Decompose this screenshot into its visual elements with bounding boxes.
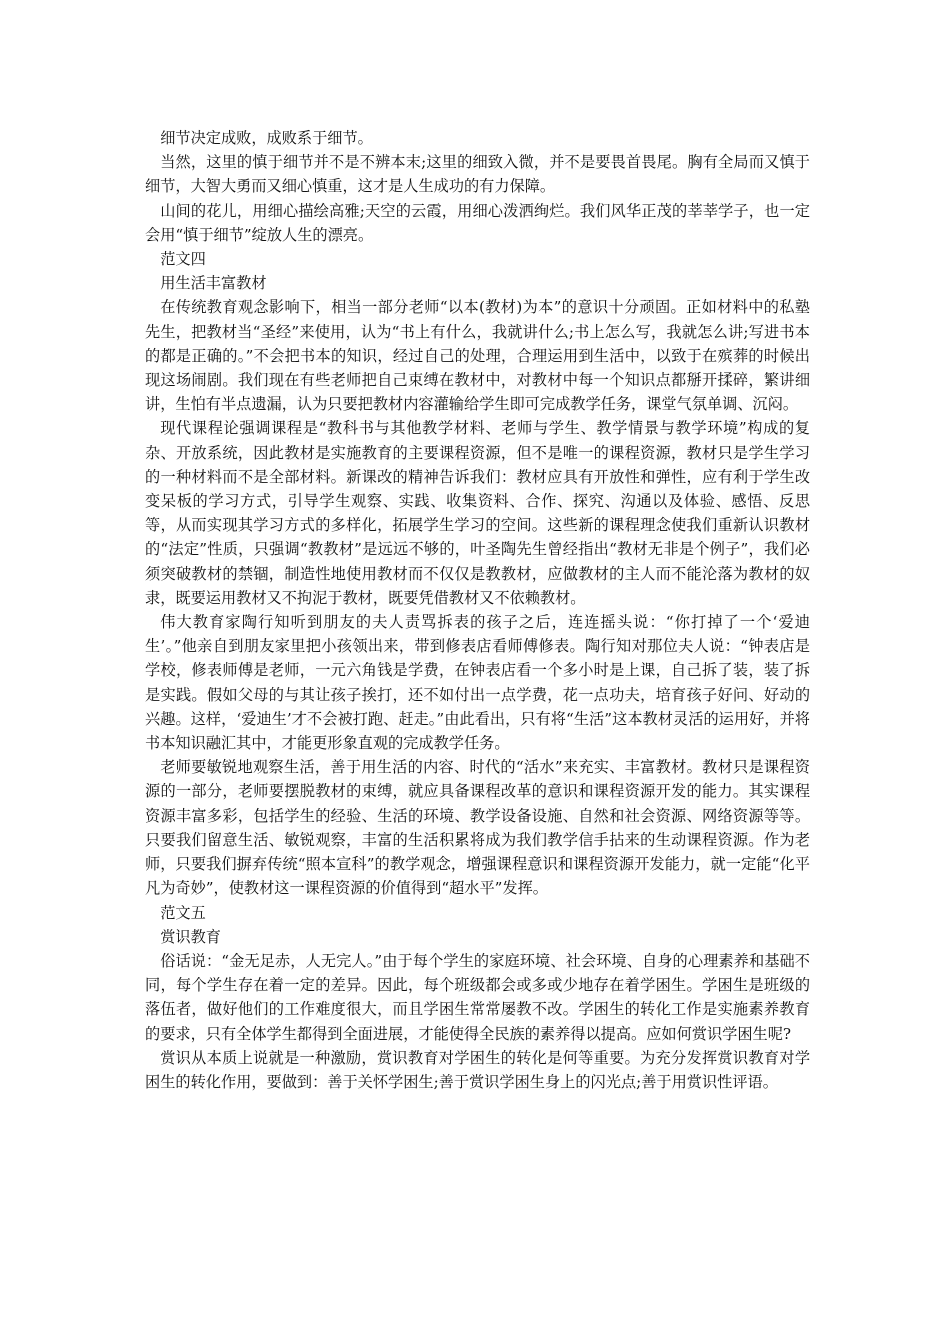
section-label-fanwen-4: 范文四 (160, 250, 206, 269)
paragraph-13: 赏识从本质上说就是一种激励，赏识教育对学困生的转化是何等重要。为充分发挥赏识教育对学困生的转化作用，要做到：善于关怀学困生;善于赏识学困生身上的闪光点;善于用赏识性评语。 (145, 1048, 810, 1091)
paragraph-8: 伟大教育家陶行知听到朋友的夫人责骂拆表的孩子之后，连连摇头说：“你打掉了一个‘爱迪生’。”他亲自到朋友家里把小孩领出来，带到修表店看师傅修表。陶行知对那位夫人说：“钟表店是学校，修表师傅是老师，一元六角钱是学费，在钟表店看一个多小时是上课，自己拆了装，装了拆是实践。假如父母的与其让孩子挨打，还不如付出一点学费，花一点功夫，培育孩子好问、好动的兴趣。这样，‘爱迪生’才不会被打跑、赶走。”由此看出，只有将“生活”这本教材灵活的运用好，并将书本知识融汇其中，才能更形象直观的完成教学任务。 (145, 613, 810, 753)
paragraph-7: 现代课程论强调课程是“教科书与其他教学材料、老师与学生、教学情景与教学环境”构成的复杂、开放系统，因此教材是实施教育的主要课程资源，但不是唯一的课程资源，教材只是学生学习的一种材料而不是全部材料。新课改的精神告诉我们：教材应具有开放性和弹性，应有利于学生改变呆板的学习方式，引导学生观察、实践、收集资料、合作、探究、沟通以及体验、感悟、反思等，从而实现其学习方式的多样化，拓展学生学习的空间。这些新的课程理念使我们重新认识教材的“法定”性质，只强调“教教材”是远远不够的，叶圣陶先生曾经指出“教材无非是个例子”，我们必须突破教材的禁锢，制造性地使用教材而不仅仅是教教材，应做教材的主人而不能沦落为教材的奴隶，既要运用教材又不拘泥于教材，既要凭借教材又不依赖教材。 (145, 419, 810, 607)
section-title-5: 赏识教育 (160, 927, 221, 946)
document-page (145, 126, 810, 1094)
paragraph-12: 俗话说：“金无足赤，人无完人。”由于每个学生的家庭环境、社会环境、自身的心理素养和基础不同，每个学生存在着一定的差异。因此，每个班级都会或多或少地存在着学困生。学困生是班级的落伍者，做好他们的工作难度很大，而且学困生常常屡教不改。学困生的转化工作是实施素养教育的要求，只有全体学生都得到全面进展，才能使得全民族的素养得以提高。应如何赏识学困生呢? (145, 951, 810, 1043)
section-label-fanwen-5: 范文五 (160, 903, 206, 922)
paragraph-2: 当然，这里的慎于细节并不是不辨本末;这里的细致入微，并不是要畏首畏尾。胸有全局而又慎于细节，大智大勇而又细心慎重，这才是人生成功的有力保障。 (145, 153, 810, 196)
paragraph-6: 在传统教育观念影响下，相当一部分老师“以本(教材)为本”的意识十分顽固。正如材料中的私塾先生，把教材当“圣经”来使用，认为“书上有什么，我就讲什么;书上怎么写，我就怎么讲;写进书本的都是正确的。”不会把书本的知识，经过自己的处理，合理运用到生活中，以致于在殡葬的时候出现这场闹剧。我们现在有些老师把自己束缚在教材中，对教材中每一个知识点都掰开揉碎，繁讲细讲，生怕有半点遗漏，认为只要把教材内容灌输给学生即可完成教学任务，课堂气氛单调、沉闷。 (145, 298, 810, 414)
paragraph-1: 细节决定成败，成败系于细节。 (160, 129, 373, 147)
paragraph-9: 老师要敏锐地观察生活，善于用生活的内容、时代的“活水”来充实、丰富教材。教材只是课程资源的一部分，老师要摆脱教材的束缚，就应具备课程改革的意识和课程资源开发的能力。其实课程资源丰富多彩，包括学生的经验、生活的环境、教学设备设施、自然和社会资源、网络资源等等。只要我们留意生活、敏锐观察，丰富的生活积累将成为我们教学信手拈来的生动课程资源。作为老师，只要我们摒弃传统“照本宣科”的教学观念，增强课程意识和课程资源开发能力，就一定能“化平凡为奇妙”，使教材这一课程资源的价值得到“超水平”发挥。 (145, 758, 810, 898)
section-title-4: 用生活丰富教材 (160, 274, 267, 293)
paragraph-3: 山间的花儿，用细心描绘高雅;天空的云霞，用细心泼洒绚烂。我们风华正茂的莘莘学子，也一定会用“慎于细节”绽放人生的漂亮。 (145, 201, 810, 244)
